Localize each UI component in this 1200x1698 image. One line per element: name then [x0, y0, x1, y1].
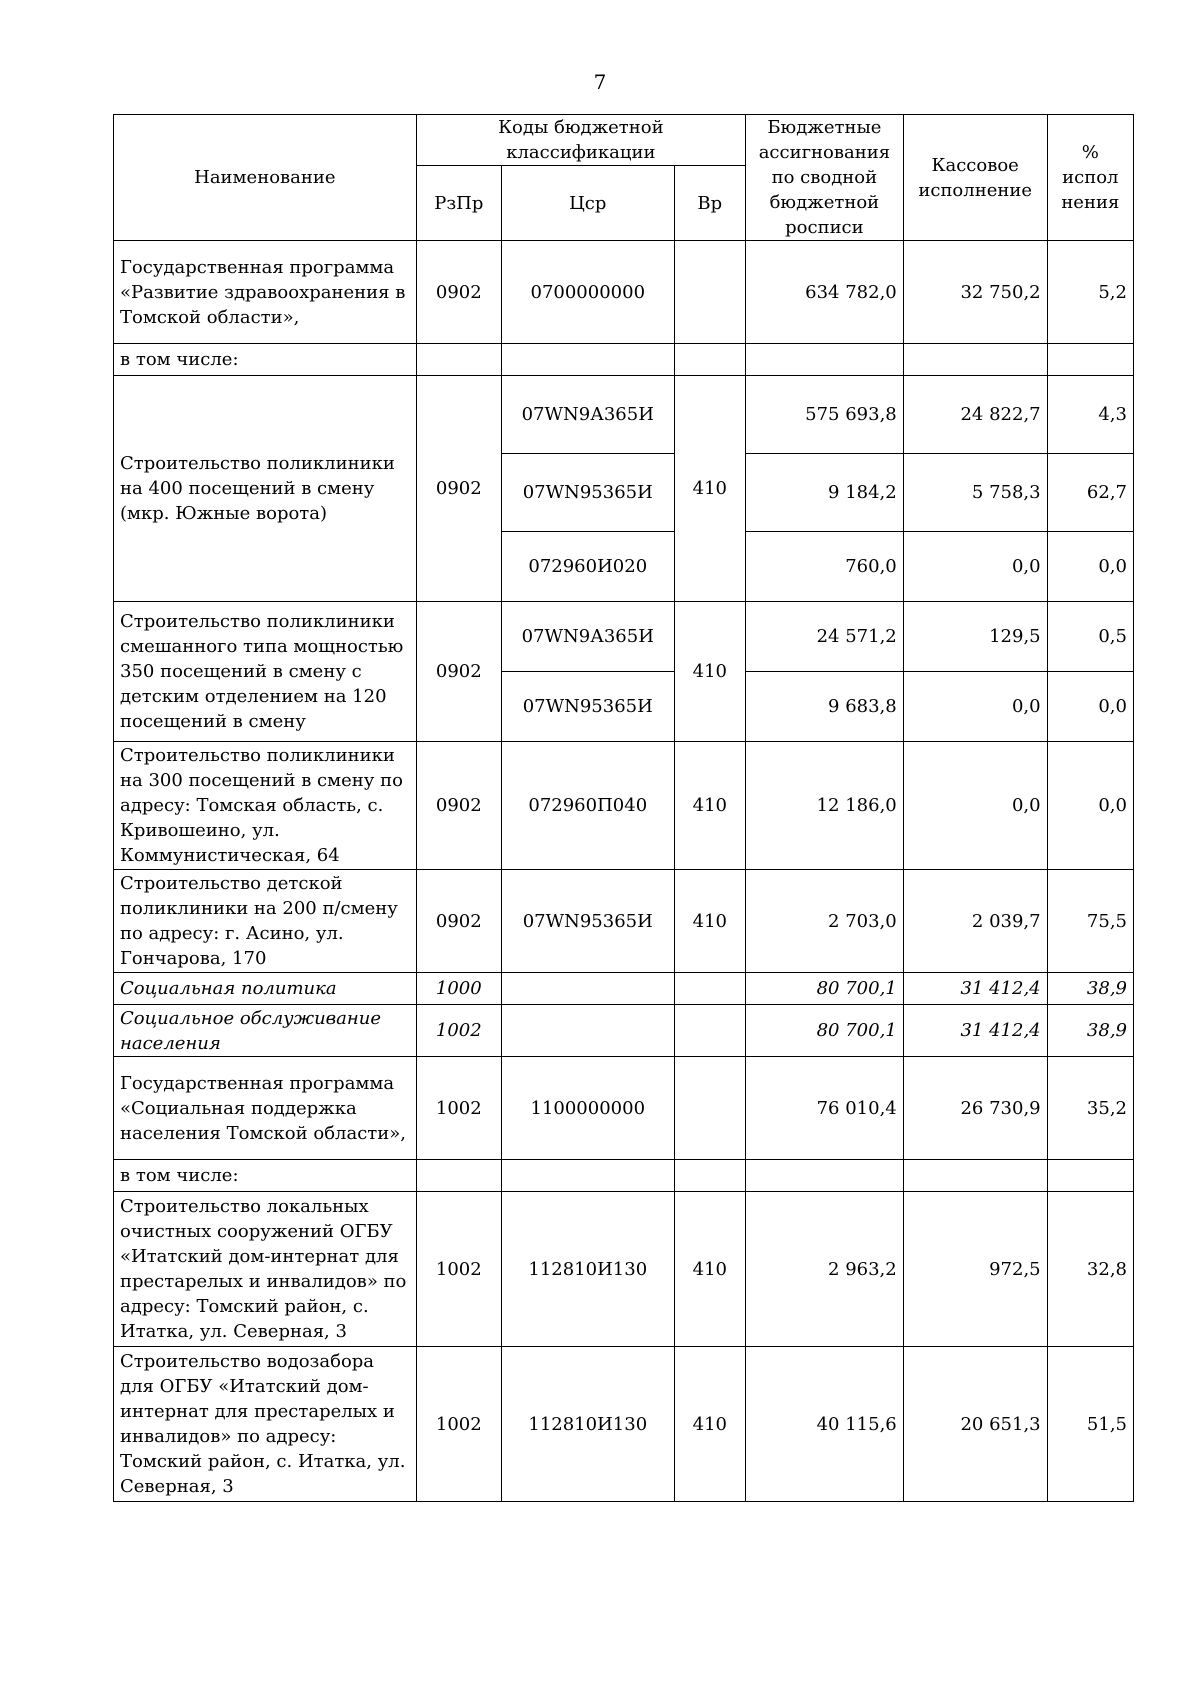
table-row	[114, 742, 1134, 870]
table-row	[114, 1057, 1134, 1160]
row-csr: 07WN95365И	[501, 454, 674, 532]
row-cash: 0,0	[903, 532, 1047, 602]
row-appropriations: 80 700,1	[746, 973, 904, 1005]
row-name: Государственная программа «Социальная поддержка населения Томской области»,	[114, 1057, 417, 1160]
row-vr: 410	[674, 602, 745, 742]
row-percent: 32,8	[1047, 1192, 1133, 1347]
row-vr: 410	[674, 1192, 745, 1347]
table-row	[114, 870, 1134, 973]
table-row	[114, 376, 1134, 454]
row-percent: 0,0	[1047, 742, 1133, 870]
row-appropriations: 24 571,2	[746, 602, 904, 672]
row-name: Социальное обслуживание населения	[114, 1005, 417, 1057]
table-row	[114, 241, 1134, 344]
row-appropriations: 40 115,6	[746, 1347, 904, 1502]
row-name: Строительство поликлиники на 400 посещений в смену (мкр. Южные ворота)	[114, 376, 417, 602]
row-percent: 0,0	[1047, 532, 1133, 602]
row-name: Строительство поликлиники на 300 посещений в смену по адресу: Томская область, с. Кривошеино, ул. Коммунистическая, 64	[114, 742, 417, 870]
row-appropriations: 9 184,2	[746, 454, 904, 532]
row-csr: 072960И020	[501, 532, 674, 602]
header-codes-group: Коды бюджетной классификации	[416, 115, 745, 166]
row-rzpr: 1002	[416, 1005, 501, 1057]
row-appropriations: 2 703,0	[746, 870, 904, 973]
row-vr	[674, 241, 745, 344]
table-row	[114, 1347, 1134, 1502]
row-appropriations: 76 010,4	[746, 1057, 904, 1160]
row-vr: 410	[674, 742, 745, 870]
row-cash: 31 412,4	[903, 1005, 1047, 1057]
row-percent: 38,9	[1047, 1005, 1133, 1057]
page-number: 7	[593, 70, 607, 94]
row-cash: 26 730,9	[903, 1057, 1047, 1160]
row-csr: 07WN95365И	[501, 870, 674, 973]
header-csr: Цср	[501, 166, 674, 241]
row-cash: 20 651,3	[903, 1347, 1047, 1502]
row-percent: 0,0	[1047, 672, 1133, 742]
row-name: Социальная политика	[114, 973, 417, 1005]
row-appropriations: 80 700,1	[746, 1005, 904, 1057]
row-rzpr: 0902	[416, 870, 501, 973]
row-csr: 0700000000	[501, 241, 674, 344]
row-percent: 35,2	[1047, 1057, 1133, 1160]
row-cash: 0,0	[903, 742, 1047, 870]
row-percent: 5,2	[1047, 241, 1133, 344]
table-row	[114, 1192, 1134, 1347]
row-rzpr: 0902	[416, 742, 501, 870]
row-cash: 972,5	[903, 1192, 1047, 1347]
row-csr: 07WN95365И	[501, 672, 674, 742]
row-appropriations: 760,0	[746, 532, 904, 602]
header-appropriations: Бюджетные ассигнования по сводной бюджетной росписи	[746, 115, 904, 241]
row-cash: 24 822,7	[903, 376, 1047, 454]
row-name: Государственная программа «Развитие здравоохранения в Томской области»,	[114, 241, 417, 344]
row-appropriations: 575 693,8	[746, 376, 904, 454]
row-csr: 07WN9А365И	[501, 376, 674, 454]
header-vr: Вр	[674, 166, 745, 241]
row-csr: 112810И130	[501, 1192, 674, 1347]
row-percent: 4,3	[1047, 376, 1133, 454]
row-percent: 62,7	[1047, 454, 1133, 532]
row-appropriations: 634 782,0	[746, 241, 904, 344]
table-row	[114, 973, 1134, 1005]
row-appropriations: 2 963,2	[746, 1192, 904, 1347]
row-appropriations: 12 186,0	[746, 742, 904, 870]
row-rzpr: 1000	[416, 973, 501, 1005]
row-percent: 38,9	[1047, 973, 1133, 1005]
header-percent: % испол нения	[1047, 115, 1133, 241]
row-rzpr: 1002	[416, 1347, 501, 1502]
row-name: Строительство поликлиники смешанного типа мощностью 350 посещений в смену с детским отделением на 120 посещений в смену	[114, 602, 417, 742]
row-name: в том числе:	[114, 1160, 417, 1192]
budget-execution-table	[113, 114, 1134, 1502]
row-rzpr: 0902	[416, 376, 501, 602]
row-csr: 07WN9А365И	[501, 602, 674, 672]
row-name: Строительство водозабора для ОГБУ «Итатский дом-интернат для престарелых и инвалидов» по адресу: Томский район, с. Итатка, ул. Северная, 3	[114, 1347, 417, 1502]
row-cash: 32 750,2	[903, 241, 1047, 344]
header-name: Наименование	[114, 115, 417, 241]
table-row	[114, 1160, 1134, 1192]
row-vr: 410	[674, 870, 745, 973]
row-appropriations: 9 683,8	[746, 672, 904, 742]
row-vr: 410	[674, 376, 745, 602]
header-cash-execution: Кассовое исполнение	[903, 115, 1047, 241]
row-csr: 1100000000	[501, 1057, 674, 1160]
header-rzpr: РзПр	[416, 166, 501, 241]
row-name: Строительство локальных очистных сооружений ОГБУ «Итатский дом-интернат для престарелых и инвалидов» по адресу: Томский район, с. Итатка, ул. Северная, 3	[114, 1192, 417, 1347]
row-cash: 31 412,4	[903, 973, 1047, 1005]
table-row	[114, 1005, 1134, 1057]
table-row	[114, 602, 1134, 672]
row-cash: 129,5	[903, 602, 1047, 672]
row-cash: 5 758,3	[903, 454, 1047, 532]
row-percent: 75,5	[1047, 870, 1133, 973]
row-percent: 51,5	[1047, 1347, 1133, 1502]
row-csr: 112810И130	[501, 1347, 674, 1502]
row-vr: 410	[674, 1347, 745, 1502]
row-cash: 0,0	[903, 672, 1047, 742]
row-csr: 072960П040	[501, 742, 674, 870]
row-name: Строительство детской поликлиники на 200 п/смену по адресу: г. Асино, ул. Гончарова, 170	[114, 870, 417, 973]
row-percent: 0,5	[1047, 602, 1133, 672]
row-name: в том числе:	[114, 344, 417, 376]
row-rzpr: 1002	[416, 1057, 501, 1160]
row-rzpr: 0902	[416, 602, 501, 742]
row-cash: 2 039,7	[903, 870, 1047, 973]
row-rzpr: 1002	[416, 1192, 501, 1347]
row-rzpr: 0902	[416, 241, 501, 344]
table-row	[114, 344, 1134, 376]
